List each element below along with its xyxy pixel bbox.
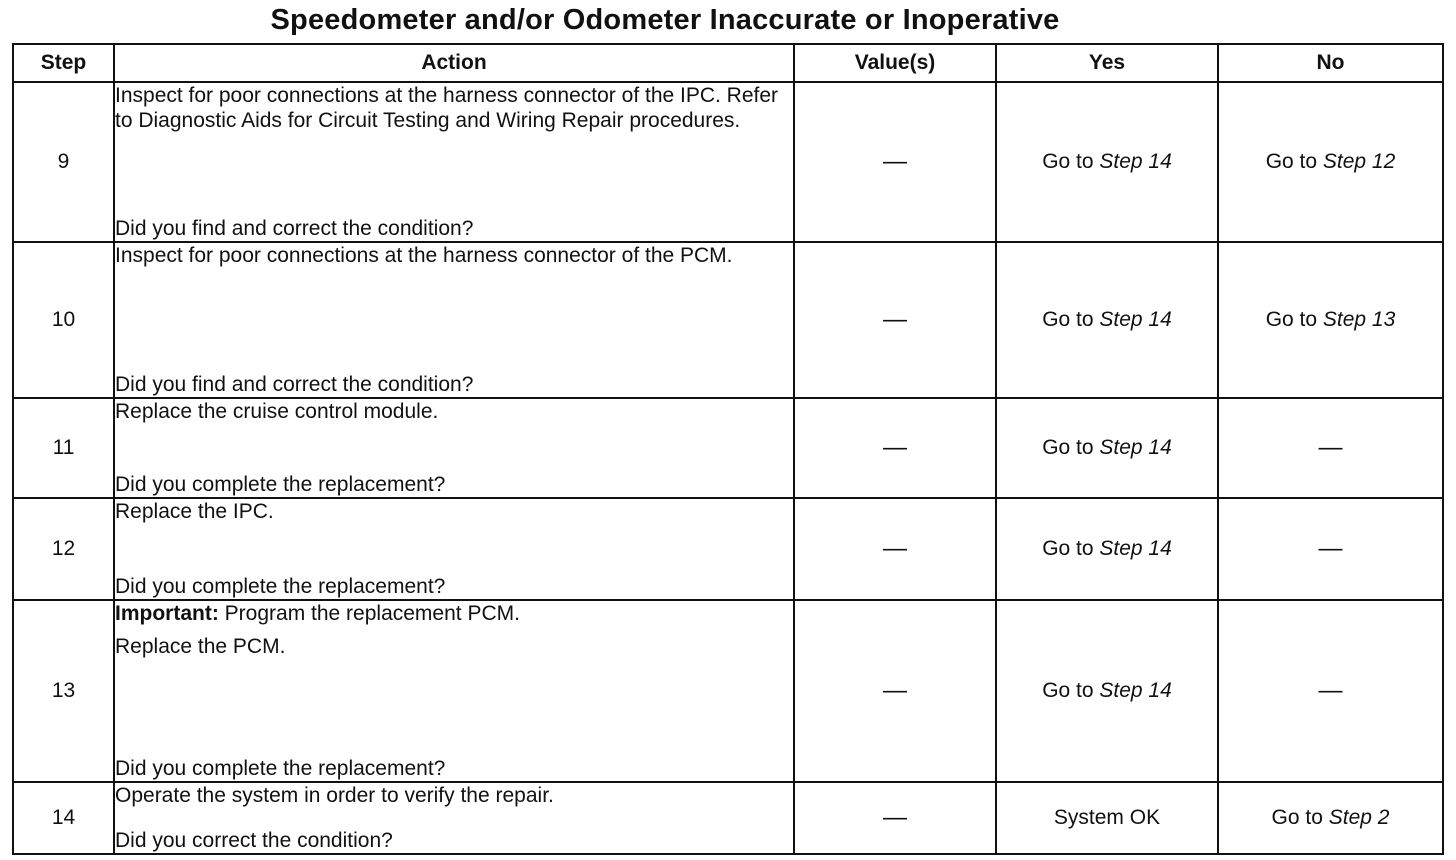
no-prefix: Go to bbox=[1265, 308, 1323, 331]
action-question: Did you complete the replacement? bbox=[115, 574, 446, 598]
no-step-link: Step 12 bbox=[1322, 150, 1396, 173]
action-text: Inspect for poor connections at the harness connector of the PCM. bbox=[115, 244, 733, 267]
step-number: 13 bbox=[13, 600, 114, 782]
value-cell: — bbox=[794, 782, 996, 854]
table-row bbox=[13, 782, 1443, 854]
action-text: Replace the PCM. bbox=[115, 635, 286, 659]
step-number: 12 bbox=[13, 498, 114, 600]
no-cell: — bbox=[1218, 600, 1443, 782]
action-question: Did you complete the replacement? bbox=[115, 472, 446, 496]
yes-prefix: Go to bbox=[1042, 679, 1100, 702]
step-number: 10 bbox=[13, 242, 114, 398]
step-number: 14 bbox=[13, 782, 114, 854]
action-question: Did you find and correct the condition? bbox=[115, 216, 474, 240]
no-step-link: Step 13 bbox=[1322, 308, 1396, 331]
step-number: 11 bbox=[13, 398, 114, 498]
yes-step-link: Step 14 bbox=[1099, 436, 1172, 459]
yes-prefix: Go to bbox=[1042, 308, 1100, 331]
yes-cell bbox=[996, 398, 1218, 498]
yes-step-link: Step 14 bbox=[1099, 679, 1172, 702]
header-no: No bbox=[1218, 44, 1443, 82]
yes-prefix: Go to bbox=[1042, 436, 1100, 459]
yes-cell bbox=[996, 242, 1218, 398]
yes-step-link: Step 14 bbox=[1099, 308, 1172, 331]
diagnostic-table bbox=[12, 43, 1444, 855]
action-cell bbox=[114, 242, 794, 398]
action-cell bbox=[114, 600, 794, 782]
yes-prefix: Go to bbox=[1042, 537, 1100, 560]
yes-step-link: Step 14 bbox=[1099, 150, 1172, 173]
yes-step-link: Step 14 bbox=[1099, 537, 1172, 560]
action-cell bbox=[114, 398, 794, 498]
no-step-link: Step 2 bbox=[1328, 806, 1390, 829]
action-question: Did you complete the replacement? bbox=[115, 756, 446, 780]
yes-prefix: Go to bbox=[1042, 150, 1100, 173]
table-row bbox=[13, 82, 1443, 242]
important-label: Important: bbox=[115, 602, 219, 625]
action-cell bbox=[114, 498, 794, 600]
action-cell bbox=[114, 82, 794, 242]
header-yes: Yes bbox=[996, 44, 1218, 82]
value-cell: — bbox=[794, 242, 996, 398]
value-cell: — bbox=[794, 498, 996, 600]
no-cell: — bbox=[1218, 398, 1443, 498]
action-question: Did you correct the condition? bbox=[115, 828, 393, 852]
table-row bbox=[13, 242, 1443, 398]
header-action: Action bbox=[114, 44, 794, 82]
header-step: Step bbox=[13, 44, 114, 82]
no-prefix: Go to bbox=[1271, 806, 1329, 829]
action-text: Replace the IPC. bbox=[115, 500, 274, 523]
no-cell: — bbox=[1218, 498, 1443, 600]
important-note bbox=[115, 601, 793, 626]
action-text: Inspect for poor connections at the harness connector of the IPC. Refer to Diagnostic Aids for Circuit Testing and Wiring Repair procedures. bbox=[115, 84, 779, 133]
table-row bbox=[13, 600, 1443, 782]
yes-cell: System OK bbox=[996, 782, 1218, 854]
value-cell: — bbox=[794, 600, 996, 782]
value-cell: — bbox=[794, 82, 996, 242]
action-question: Did you find and correct the condition? bbox=[115, 372, 474, 396]
step-number: 9 bbox=[13, 82, 114, 242]
no-cell bbox=[1218, 242, 1443, 398]
no-prefix: Go to bbox=[1265, 150, 1323, 173]
value-cell: — bbox=[794, 398, 996, 498]
yes-cell bbox=[996, 498, 1218, 600]
header-row bbox=[13, 44, 1443, 82]
page-title: Speedometer and/or Odometer Inaccurate or Inoperative bbox=[270, 4, 1060, 36]
action-text: Operate the system in order to verify the repair. bbox=[115, 784, 554, 807]
yes-cell bbox=[996, 82, 1218, 242]
table-row bbox=[13, 498, 1443, 600]
no-cell bbox=[1218, 82, 1443, 242]
important-text: Program the replacement PCM. bbox=[218, 602, 520, 625]
action-cell bbox=[114, 782, 794, 854]
action-text: Replace the cruise control module. bbox=[115, 400, 439, 423]
no-cell bbox=[1218, 782, 1443, 854]
header-values: Value(s) bbox=[794, 44, 996, 82]
yes-cell bbox=[996, 600, 1218, 782]
table-row bbox=[13, 398, 1443, 498]
